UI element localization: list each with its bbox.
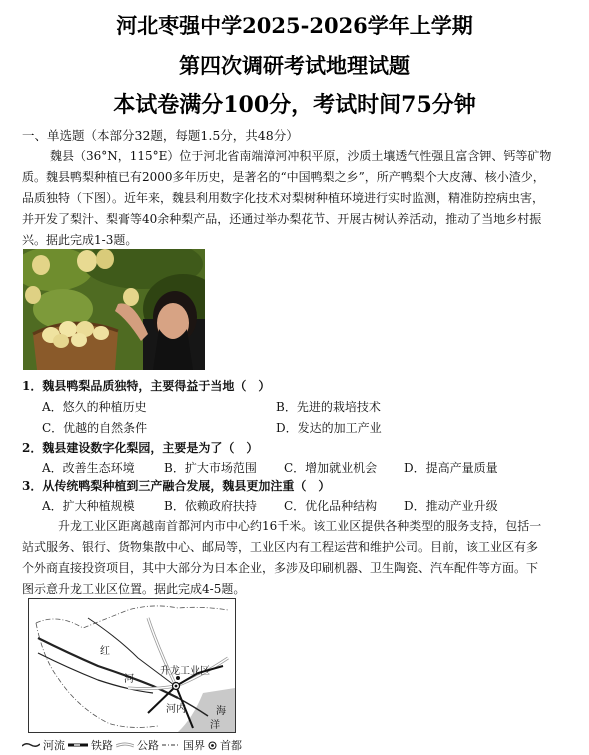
map-label-industrial-zone: 升龙工业区	[160, 666, 210, 677]
passage-2-line: 个外商直接投资项目，其中大部分为日本企业，多涉及印刷机器、卫生陶瓷、汽车配件等方面。下	[22, 561, 539, 575]
legend-road: 公路	[137, 739, 159, 752]
passage-2-line: 站式服务、银行、货物集散中心、邮局等，工业区内有工程运营和维护公司。目前，该工业区有多	[22, 540, 539, 554]
passage-1-line: 兴。据此完成1-3题。	[22, 233, 138, 247]
option-c[interactable]: C．增加就业机会	[284, 461, 378, 475]
option-d[interactable]: D．提高产量质量	[404, 461, 498, 475]
passage-2-line: 图示意升龙工业区位置。据此完成4-5题。	[22, 582, 246, 596]
legend-railway: 铁路	[91, 739, 113, 752]
river-legend-icon	[22, 741, 40, 749]
option-b[interactable]: B．先进的栽培技术	[276, 400, 381, 414]
option-d[interactable]: D．发达的加工产业	[276, 421, 382, 435]
legend-border: 国界	[183, 739, 205, 752]
location-map	[28, 598, 236, 733]
option-b[interactable]: B．扩大市场范围	[164, 461, 257, 475]
option-a[interactable]: A．扩大种植规模	[42, 499, 135, 513]
passage-1-line: 质。魏县鸭梨种植已有2000多年历史，是著名的“中国鸭梨之乡”，所产鸭梨个大皮薄、核小渣少，	[22, 170, 545, 184]
map-label-sea: 海	[216, 706, 226, 717]
section-heading: 一、单选题（本部分32题，每题1.5分，共48分）	[22, 128, 299, 143]
pear-harvest-photo	[23, 249, 205, 370]
border-legend-icon	[162, 741, 180, 749]
map-label-ocean: 洋	[210, 720, 220, 731]
map-label-red: 红	[100, 646, 110, 657]
exam-title-line1: 河北枣强中学2025-2026学年上学期	[116, 13, 473, 38]
legend-capital: 首都	[220, 739, 242, 752]
passage-1-line: 品质独特（下图）。近年来，魏县利用数字化技术对梨树种植环境进行实时监测，精准防控病虫害，	[22, 191, 545, 205]
map-legend	[22, 736, 242, 754]
option-a[interactable]: A．悠久的种植历史	[42, 400, 147, 414]
option-d[interactable]: D．推动产业升级	[404, 499, 498, 513]
question-stem: 3．从传统鸭梨种植到三产融合发展，魏县更加注重（ ）	[22, 479, 331, 493]
option-a[interactable]: A．改善生态环境	[42, 461, 135, 475]
option-c[interactable]: C．优化品种结构	[284, 499, 378, 513]
option-c[interactable]: C．优越的自然条件	[42, 421, 148, 435]
road-legend-icon	[116, 741, 134, 749]
capital-legend-icon	[208, 741, 217, 750]
exam-title-line2: 第四次调研考试地理试题	[179, 53, 410, 78]
passage-1-line: 并开发了梨汁、梨膏等40余种梨产品，还通过举办梨花节、开展古树认养活动，推动了当地乡村振	[22, 212, 542, 226]
legend-river: 河流	[43, 739, 65, 752]
passage-1-line: 魏县（36°N，115°E）位于河北省南端漳河冲积平原，沙质土壤透气性强且富含钾、钙等矿物	[50, 149, 552, 163]
question-stem: 2．魏县建设数字化梨园，主要是为了（ ）	[22, 441, 259, 455]
passage-2-line: 升龙工业区距离越南首都河内市中心约16千米。该工业区提供各种类型的服务支持，包括一	[58, 519, 542, 533]
map-label-river: 河	[124, 674, 134, 685]
railway-legend-icon	[68, 741, 88, 749]
option-b[interactable]: B．依赖政府扶持	[164, 499, 257, 513]
question-stem: 1．魏县鸭梨品质独特，主要得益于当地（ ）	[22, 379, 271, 393]
pear-harvest-illustration	[23, 249, 205, 370]
exam-title-line3: 本试卷满分100分，考试时间75分钟	[113, 92, 476, 118]
map-label-hanoi: 河内	[166, 704, 186, 715]
